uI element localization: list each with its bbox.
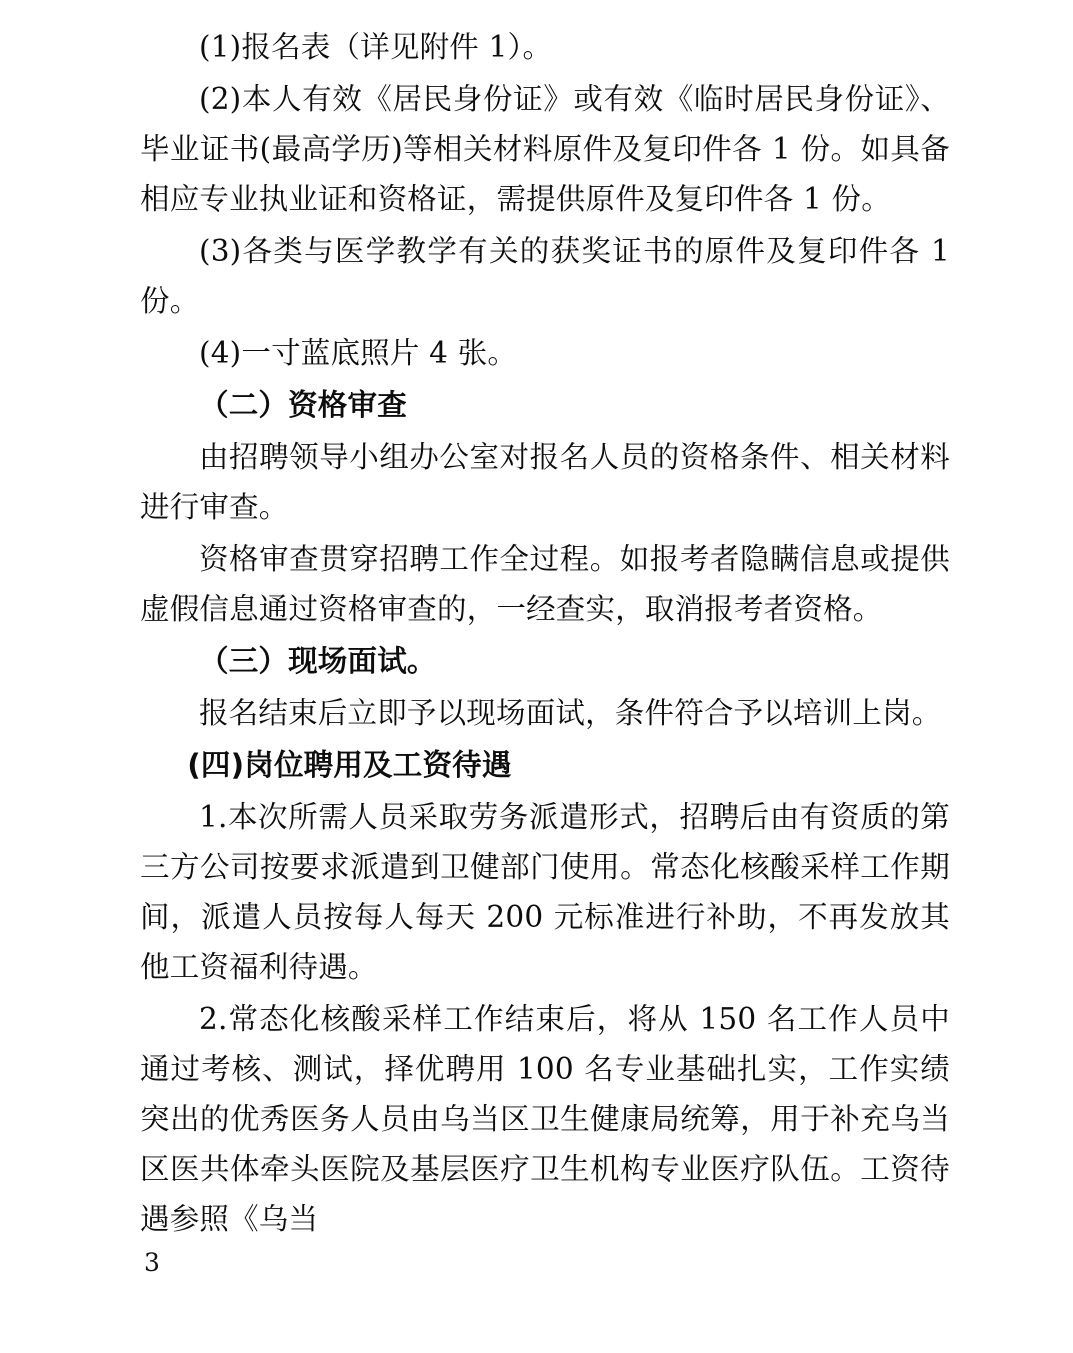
paragraph: 资格审查贯穿招聘工作全过程。如报考者隐瞒信息或提供虚假信息通过资格审查的，一经查实，取消报考者资格。 [140,542,950,626]
list-item: (4)一寸蓝底照片 4 张。 [199,336,518,370]
list-item: (3)各类与医学教学有关的获奖证书的原件及复印件各 1 份。 [140,234,950,318]
paragraph: 1.本次所需人员采取劳务派遣形式，招聘后由有资质的第三方公司按要求派遣到卫健部门使用。常态化核酸采样工作期间，派遣人员按每人每天 200 元标准进行补助，不再发放其他工资福利待遇。 [140,800,950,984]
document-body [140,22,950,1246]
page-number: 3 [144,1248,160,1277]
section-heading-onsite-interview: （三）现场面试。 [199,644,437,678]
paragraph: 报名结束后立即予以现场面试，条件符合予以培训上岗。 [199,696,942,730]
list-item: (2)本人有效《居民身份证》或有效《临时居民身份证》、毕业证书(最高学历)等相关材料原件及复印件各 1 份。如具备相应专业执业证和资格证，需提供原件及复印件各 1 份。 [140,82,950,216]
section-heading-employment-salary: (四)岗位聘用及工资待遇 [187,748,512,782]
paragraph: 2.常态化核酸采样工作结束后，将从 150 名工作人员中通过考核、测试，择优聘用 100 名专业基础扎实，工作实绩突出的优秀医务人员由乌当区卫生健康局统筹，用于补充乌当区医共体牵头医院及基层医疗卫生机构专业医疗队伍。工资待遇参照《乌当 [140,1002,950,1236]
list-item: (1)报名表（详见附件 1）。 [199,30,553,64]
paragraph: 由招聘领导小组办公室对报名人员的资格条件、相关材料进行审查。 [140,440,950,524]
section-heading-qualification-review: （二）资格审查 [199,388,407,422]
